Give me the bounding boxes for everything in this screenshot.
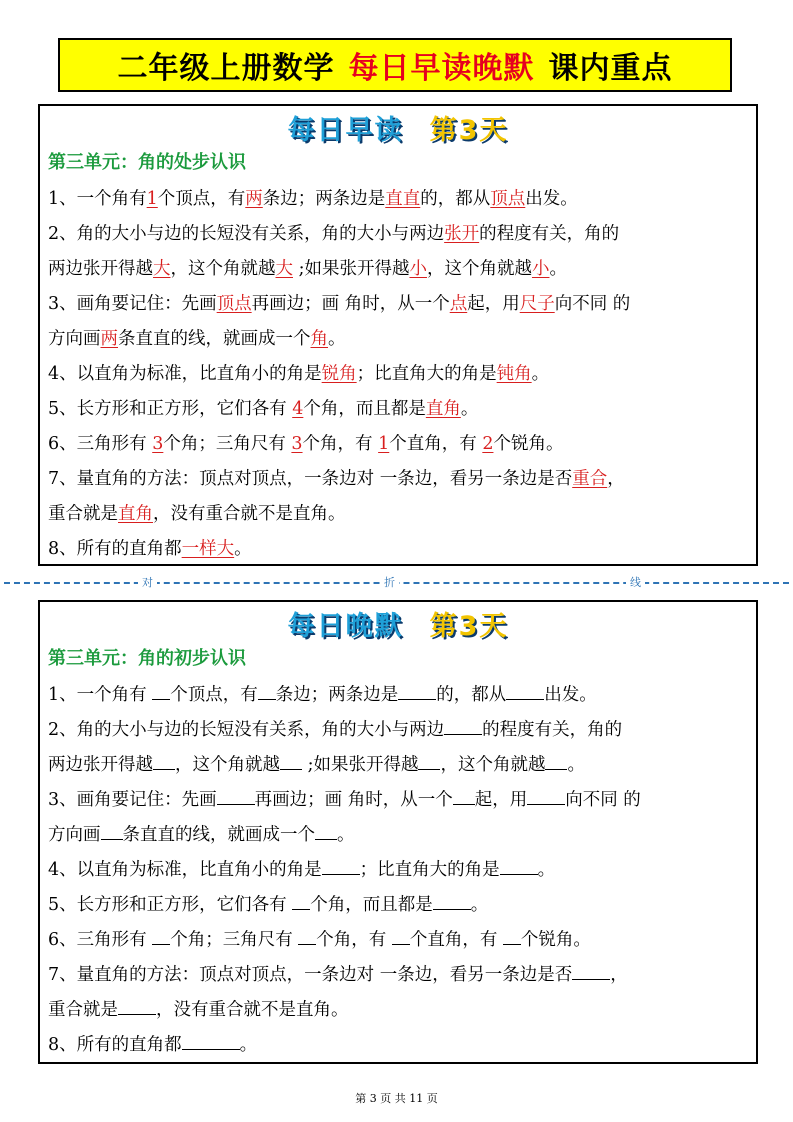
card-heading-title: 每日晚默 bbox=[287, 611, 404, 642]
reading-line-3: 两边张开得越大，这个角就越大 ;如果张开得越小，这个角就越小。 bbox=[48, 259, 567, 279]
answer: 直角 bbox=[425, 399, 461, 419]
answer: 3 bbox=[291, 434, 303, 454]
answer: 角 bbox=[310, 329, 328, 349]
blank[interactable] bbox=[418, 751, 440, 770]
answer: 张开 bbox=[444, 224, 480, 244]
blank[interactable] bbox=[217, 786, 255, 805]
blank[interactable] bbox=[322, 856, 360, 875]
unit-title: 第三单元：角的初步认识 bbox=[48, 648, 246, 669]
reading-line-7: 5、长方形和正方形，它们各有 4个角，而且都是直角。 bbox=[48, 399, 479, 419]
card-heading-day: 第3天 bbox=[429, 611, 509, 642]
reading-line-1: 1、一个角有1个顶点，有两条边；两条边是直直的，都从顶点出发。 bbox=[48, 189, 578, 209]
reading-line-6: 4、以直角为标准，比直角小的角是锐角；比直角大的角是钝角。 bbox=[48, 364, 550, 384]
answer: 一样大 bbox=[181, 539, 235, 559]
banner-right: 课内重点 bbox=[548, 51, 673, 86]
reading-line-2: 2、角的大小与边的长短没有关系，角的大小与两边张开的程度有关，角的 bbox=[48, 224, 620, 244]
card-heading-title: 每日早读 bbox=[287, 115, 404, 146]
reading-line-8: 6、三角形有 3个角；三角尺有 3个角，有 1个直角，有 2个锐角。 bbox=[48, 434, 564, 454]
banner-left: 二年级上册数学 bbox=[117, 51, 335, 86]
page-title-banner bbox=[58, 38, 732, 92]
dictation-line-4: 3、画角要记住：先画 再画边；画 角时，从一个 起，用 向不同 的 bbox=[48, 783, 750, 818]
dictation-line-8: 6、三角形有 个角；三角尺有 个角，有 个直角，有 个锐角。 bbox=[48, 923, 750, 958]
reading-line-4: 3、画角要记住：先画顶点再画边；画 角时，从一个点起，用尺子向不同 的 bbox=[48, 294, 631, 314]
blank[interactable] bbox=[500, 856, 538, 875]
dictation-line-3: 两边张开得越 ，这个角就越 ;如果张开得越 ，这个角就越 。 bbox=[48, 748, 750, 783]
dictation-line-5: 方向画 条直直的线，就画成一个 。 bbox=[48, 818, 750, 853]
dictation-line-2: 2、角的大小与边的长短没有关系，角的大小与两边 的程度有关，角的 bbox=[48, 713, 750, 748]
answer: 直角 bbox=[118, 504, 153, 524]
card-heading bbox=[40, 108, 756, 147]
answer: 直直 bbox=[385, 189, 421, 209]
reading-line-9: 7、量直角的方法：顶点对顶点，一条边对 一条边，看另一条边是否重合， bbox=[48, 469, 625, 489]
card-heading-day: 第3天 bbox=[429, 115, 509, 146]
blank[interactable] bbox=[258, 681, 276, 700]
banner-middle: 每日早读晚默 bbox=[348, 51, 535, 86]
answer: 大 bbox=[153, 259, 171, 279]
answer: 尺子 bbox=[519, 294, 555, 314]
blank[interactable] bbox=[298, 926, 316, 945]
evening-dictation-card bbox=[38, 600, 758, 1064]
dictation-line-6: 4、以直角为标准，比直角小的角是 ；比直角大的角是 。 bbox=[48, 853, 750, 888]
answer: 点 bbox=[449, 294, 468, 314]
reading-lines bbox=[48, 182, 750, 567]
blank[interactable] bbox=[453, 786, 475, 805]
answer: 小 bbox=[531, 259, 550, 279]
answer: 两 bbox=[245, 189, 263, 209]
answer: 小 bbox=[409, 259, 427, 279]
dictation-line-9: 7、量直角的方法：顶点对顶点，一条边对 一条边，看另一条边是否 ， bbox=[48, 958, 750, 993]
card-heading bbox=[40, 604, 756, 643]
blank[interactable] bbox=[280, 751, 302, 770]
blank[interactable] bbox=[527, 786, 565, 805]
morning-reading-card bbox=[38, 104, 758, 566]
dictation-line-11: 8、所有的直角都 。 bbox=[48, 1028, 750, 1063]
page-footer: 第 3 页 共 11 页 bbox=[355, 1092, 438, 1105]
answer: 大 bbox=[275, 259, 293, 279]
reading-line-11: 8、所有的直角都一样大。 bbox=[48, 539, 252, 559]
answer: 两 bbox=[100, 329, 118, 349]
blank[interactable] bbox=[433, 891, 471, 910]
blank[interactable] bbox=[503, 926, 521, 945]
blank[interactable] bbox=[152, 926, 170, 945]
blank[interactable] bbox=[444, 716, 482, 735]
fold-char: 对 bbox=[138, 574, 157, 590]
fold-char: 折 bbox=[380, 574, 399, 590]
answer: 4 bbox=[292, 399, 304, 419]
blank[interactable] bbox=[315, 821, 337, 840]
blank[interactable] bbox=[398, 681, 436, 700]
blank[interactable] bbox=[545, 751, 567, 770]
answer: 1 bbox=[378, 434, 390, 454]
dictation-lines bbox=[48, 678, 750, 1063]
answer: 重合 bbox=[572, 469, 608, 489]
unit-title: 第三单元：角的处步认识 bbox=[48, 152, 246, 173]
dictation-line-7: 5、长方形和正方形，它们各有 个角，而且都是 。 bbox=[48, 888, 750, 923]
blank[interactable] bbox=[118, 996, 156, 1015]
blank[interactable] bbox=[101, 821, 123, 840]
fold-char: 线 bbox=[626, 574, 645, 590]
dictation-line-1: 1、一个角有 个顶点，有 条边；两条边是 的，都从 出发。 bbox=[48, 678, 750, 713]
blank[interactable] bbox=[152, 681, 170, 700]
blank[interactable] bbox=[292, 891, 310, 910]
blank[interactable] bbox=[572, 961, 610, 980]
blank[interactable] bbox=[153, 751, 175, 770]
reading-line-5: 方向画两条直直的线，就画成一个角。 bbox=[48, 329, 346, 349]
answer: 钝角 bbox=[496, 364, 532, 384]
blank[interactable] bbox=[392, 926, 410, 945]
answer: 3 bbox=[152, 434, 164, 454]
answer: 顶点 bbox=[216, 294, 252, 314]
blank[interactable] bbox=[506, 681, 544, 700]
answer: 2 bbox=[482, 434, 494, 454]
blank[interactable] bbox=[182, 1031, 240, 1050]
reading-line-10: 重合就是直角，没有重合就不是直角。 bbox=[48, 504, 346, 524]
dictation-line-10: 重合就是 ，没有重合就不是直角。 bbox=[48, 993, 750, 1028]
answer: 1 bbox=[146, 189, 158, 209]
answer: 锐角 bbox=[321, 364, 357, 384]
fold-line bbox=[0, 578, 793, 588]
answer: 顶点 bbox=[490, 189, 526, 209]
